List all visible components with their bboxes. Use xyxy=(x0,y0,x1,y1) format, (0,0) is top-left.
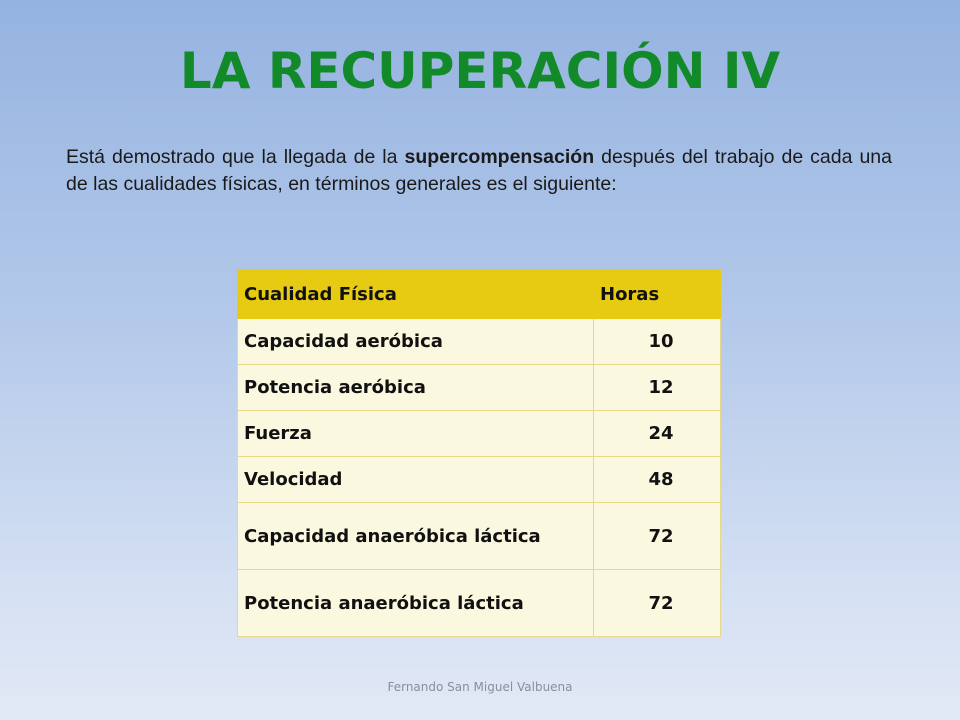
row-hours: 10 xyxy=(594,319,721,365)
row-quality: Fuerza xyxy=(238,411,594,457)
header-hours: Horas xyxy=(594,270,721,319)
row-hours: 72 xyxy=(594,570,721,637)
row-hours: 12 xyxy=(594,365,721,411)
table-row xyxy=(238,457,721,503)
row-quality: Capacidad anaeróbica láctica xyxy=(238,503,594,570)
header-quality: Cualidad Física xyxy=(238,270,594,319)
row-hours: 48 xyxy=(594,457,721,503)
row-quality: Potencia anaeróbica láctica xyxy=(238,570,594,637)
row-quality: Capacidad aeróbica xyxy=(238,319,594,365)
recovery-table xyxy=(237,269,721,637)
footer-author: Fernando San Miguel Valbuena xyxy=(387,680,573,694)
table-row xyxy=(238,411,721,457)
intro-paragraph xyxy=(66,144,892,198)
row-hours: 24 xyxy=(594,411,721,457)
table-header-row xyxy=(238,270,721,319)
recovery-table-container xyxy=(237,269,721,637)
table-row xyxy=(238,365,721,411)
table-row xyxy=(238,503,721,570)
intro-text-start: Está demostrado que la llegada de la xyxy=(66,146,405,168)
intro-text-end: después del trabajo de cada una de las cualidades físicas, en términos generales es el siguiente: xyxy=(66,146,892,195)
table-row xyxy=(238,319,721,365)
row-hours: 72 xyxy=(594,503,721,570)
slide-title: LA RECUPERACIÓN IV xyxy=(179,42,781,100)
row-quality: Potencia aeróbica xyxy=(238,365,594,411)
intro-keyword: supercompensación xyxy=(404,146,595,168)
row-quality: Velocidad xyxy=(238,457,594,503)
table-row xyxy=(238,570,721,637)
